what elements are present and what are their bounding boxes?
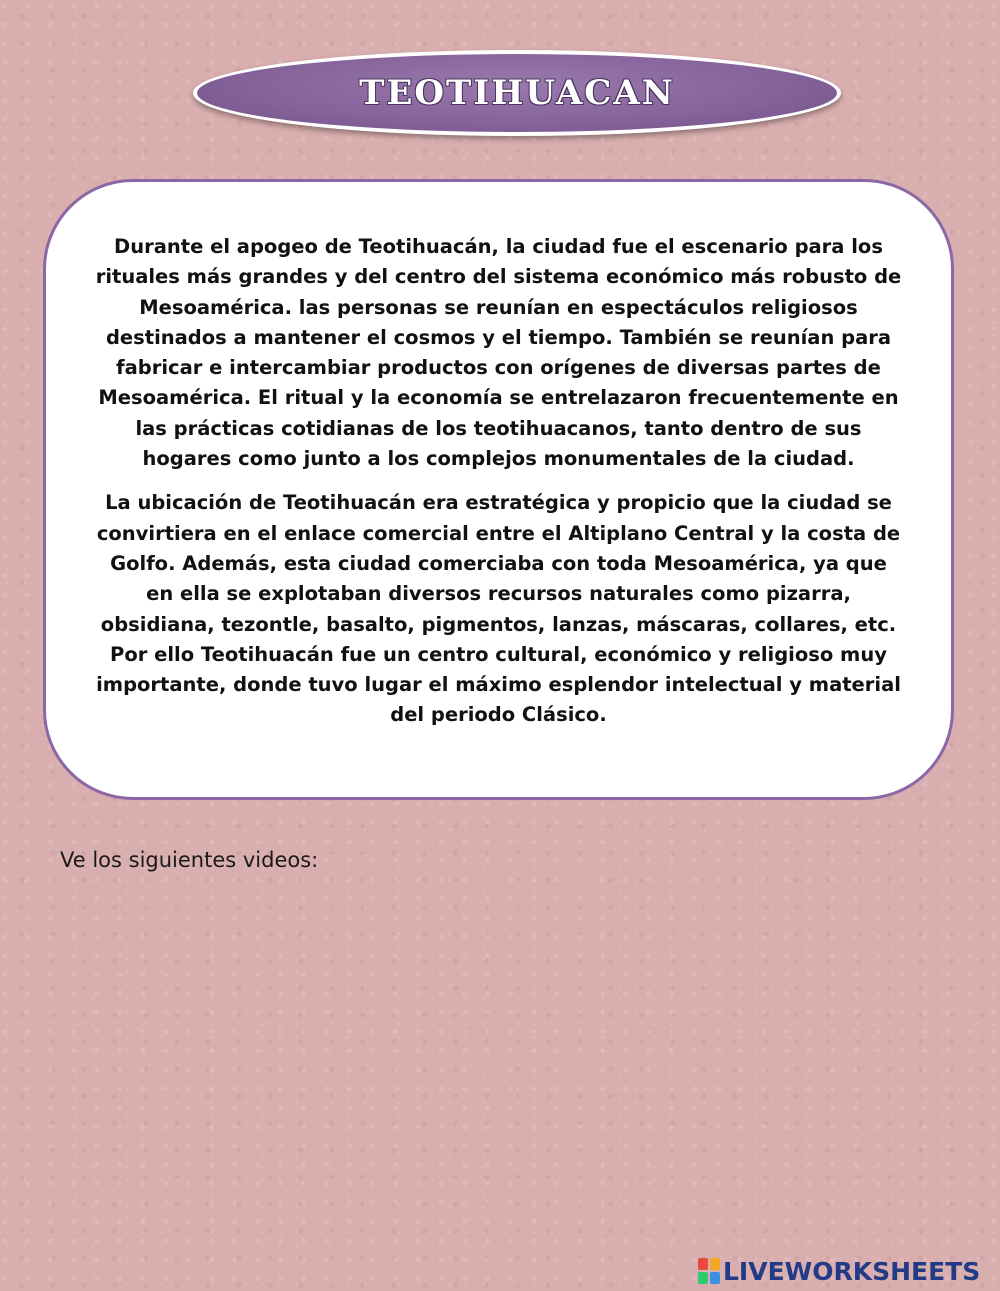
paragraph-2: La ubicación de Teotihuacán era estratégica y propicio que la ciudad se convirtiera en el enlace comercial entre el Altiplano Central y la costa de Golfo. Además, esta ciudad comerciaba con toda Mesoamérica, ya que en ella se explotaban diversos recursos naturales como pizarra, obsidiana, tezontle, basalto, pigmentos, lanzas, máscaras, collares, etc. Por ello Teotihuacán fue un centro cultural, económico y religioso muy importante, donde tuvo lugar el máximo esplendor intelectual y material del periodo Clásico. — [96, 491, 901, 727]
logo-tile-i — [710, 1258, 720, 1270]
watermark-text: LIVEWORKSHEETS — [723, 1256, 981, 1286]
liveworksheets-watermark — [698, 1256, 980, 1286]
paragraph-1: Durante el apogeo de Teotihuacán, la ciudad fue el escenario para los rituales más grandes y del centro del sistema económico más robusto de Mesoamérica. las personas se reunían en espectáculos religiosos destinados a mantener el cosmos y el tiempo. También se reunían para fabricar e intercambiar productos con orígenes de diversas partes de Mesoamérica. El ritual y la economía se entrelazaron frecuentemente en las prácticas cotidianas de los teotihuacanos, tanto dentro de sus hogares como junto a los complejos monumentales de la ciudad. — [95, 235, 902, 471]
videos-label: Ve los siguientes videos: — [60, 848, 319, 872]
liveworksheets-logo-icon — [698, 1258, 720, 1284]
title-banner — [193, 50, 841, 136]
logo-tile-v — [698, 1272, 708, 1284]
logo-tile-l — [698, 1258, 708, 1270]
content-box — [43, 179, 954, 800]
logo-tile-e — [710, 1272, 720, 1284]
page-title: TEOTIHUACAN — [359, 73, 675, 113]
